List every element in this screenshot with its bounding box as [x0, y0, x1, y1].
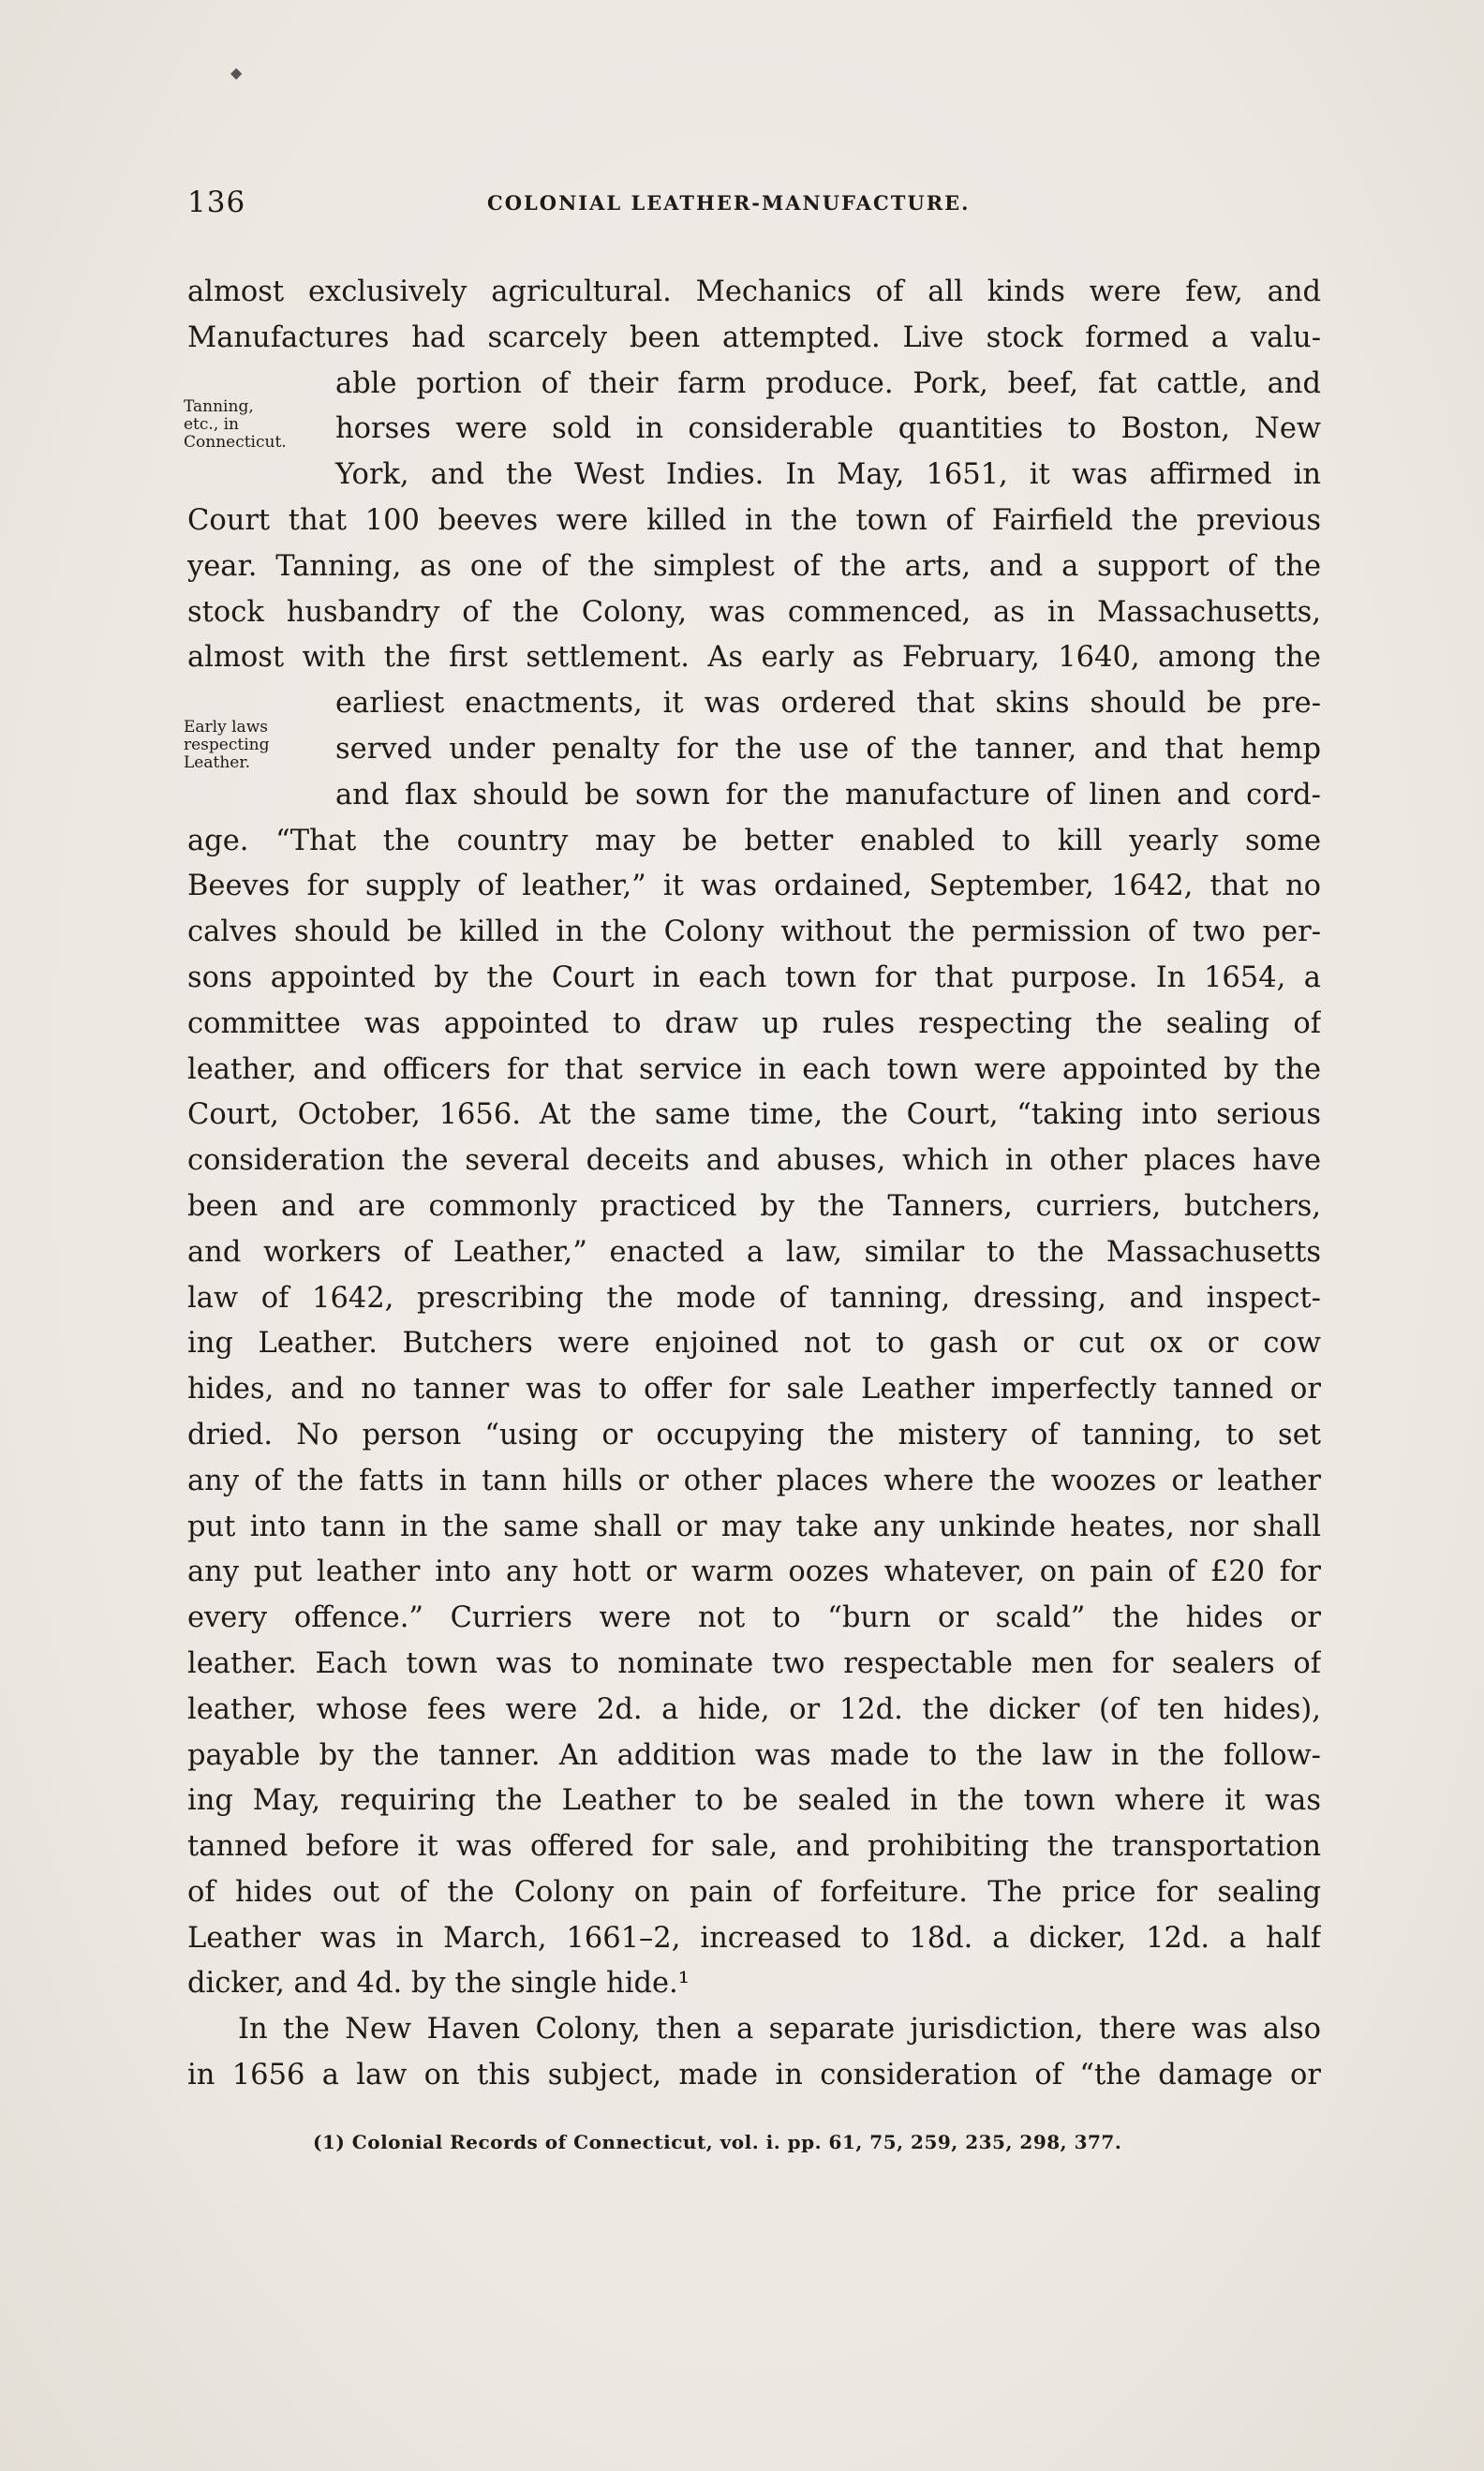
text-line: and workers of Leather,” enacted a law, similar to the Massachusetts [187, 1235, 1321, 1269]
text-line: dicker, and 4d. by the single hide.¹ [187, 1967, 690, 2001]
text-line: sons appointed by the Court in each town for that purpose. In 1654, a [187, 960, 1321, 994]
text-line: ing Leather. Butchers were enjoined not to gash or cut ox or cow [187, 1327, 1321, 1361]
text-line: ing May, requiring the Leather to be sealed in the town where it was [187, 1784, 1321, 1818]
text-line: any of the fatts in tann hills or other places where the woozes or leather [187, 1464, 1321, 1497]
text-line: leather, whose fees were 2d. a hide, or 12d. the dicker (of ten hides), [187, 1692, 1321, 1726]
text-line: Manufactures had scarcely been attempted. Live stock formed a valu- [187, 320, 1321, 354]
side-note-tanning: Tanning, etc., in Connecticut. [184, 397, 287, 452]
footnote: (1) Colonial Records of Connecticut, vol. i. pp. 61, 75, 259, 235, 298, 377. [313, 2131, 1122, 2153]
text-line: and flax should be sown for the manufacture of linen and cord- [335, 778, 1321, 811]
text-line: any put leather into any hott or warm oozes whatever, on pain of £20 for [187, 1556, 1321, 1589]
text-line: stock husbandry of the Colony, was commenced, as in Massachusetts, [187, 595, 1321, 629]
text-line: tanned before it was offered for sale, and prohibiting the transportation [187, 1830, 1321, 1864]
text-line: leather, and officers for that service in each town were appointed by the [187, 1052, 1321, 1086]
text-line: year. Tanning, as one of the simplest of the arts, and a support of the [187, 549, 1321, 583]
text-line: committee was appointed to draw up rules respecting the sealing of [187, 1006, 1321, 1040]
text-line: in 1656 a law on this subject, made in consideration of “the damage or [187, 2059, 1321, 2092]
text-line: every offence.” Curriers were not to “burn or scald” the hides or [187, 1601, 1321, 1635]
text-line: almost exclusively agricultural. Mechanics of all kinds were few, and [187, 275, 1321, 308]
text-line: law of 1642, prescribing the mode of tanning, dressing, and inspect- [187, 1281, 1321, 1315]
text-line: dried. No person “using or occupying the mistery of tanning, to set [187, 1418, 1321, 1451]
page-number: 136 [187, 186, 246, 219]
text-line: Court, October, 1656. At the same time, the Court, “taking into serious [187, 1098, 1321, 1132]
text-line: Beeves for supply of leather,” it was ordained, September, 1642, that no [187, 870, 1321, 903]
side-note-early-laws: Early laws respecting Leather. [184, 718, 270, 772]
text-line: age. “That the country may be better enabled to kill yearly some [187, 824, 1321, 857]
text-line: earliest enactments, it was ordered that skins should be pre- [335, 687, 1321, 721]
text-line: calves should be killed in the Colony without the permission of two per- [187, 915, 1321, 949]
text-line: able portion of their farm produce. Pork, beef, fat cattle, and [335, 366, 1321, 400]
text-line: Court that 100 beeves were killed in the town of Fairfield the previous [187, 503, 1321, 537]
body-text [187, 270, 1321, 2099]
text-line: payable by the tanner. An addition was made to the law in the follow- [187, 1738, 1321, 1772]
text-line: consideration the several deceits and abuses, which in other places have [187, 1144, 1321, 1178]
text-line: horses were sold in considerable quantities to Boston, New [335, 412, 1321, 446]
text-line: served under penalty for the use of the tanner, and that hemp [335, 732, 1321, 766]
paragraph-start-line: In the New Haven Colony, then a separate jurisdiction, there was also [238, 2013, 1321, 2047]
running-head: COLONIAL LEATHER-MANUFACTURE. [487, 191, 971, 215]
text-line: Leather was in March, 1661–2, increased to 18d. a dicker, 12d. a half [187, 1921, 1321, 1955]
text-line: put into tann in the same shall or may take any unkinde heates, nor shall [187, 1510, 1321, 1543]
text-line: been and are commonly practiced by the Tanners, curriers, butchers, [187, 1189, 1321, 1223]
text-line: York, and the West Indies. In May, 1651, it was affirmed in [335, 458, 1321, 492]
page-header [187, 186, 1321, 223]
text-line: hides, and no tanner was to offer for sale Leather imperfectly tanned or [187, 1373, 1321, 1407]
text-line: leather. Each town was to nominate two respectable men for sealers of [187, 1646, 1321, 1680]
ink-speck: ◆ [230, 64, 243, 82]
text-line: almost with the first settlement. As early as February, 1640, among the [187, 641, 1321, 675]
text-line: of hides out of the Colony on pain of forfeiture. The price for sealing [187, 1875, 1321, 1909]
